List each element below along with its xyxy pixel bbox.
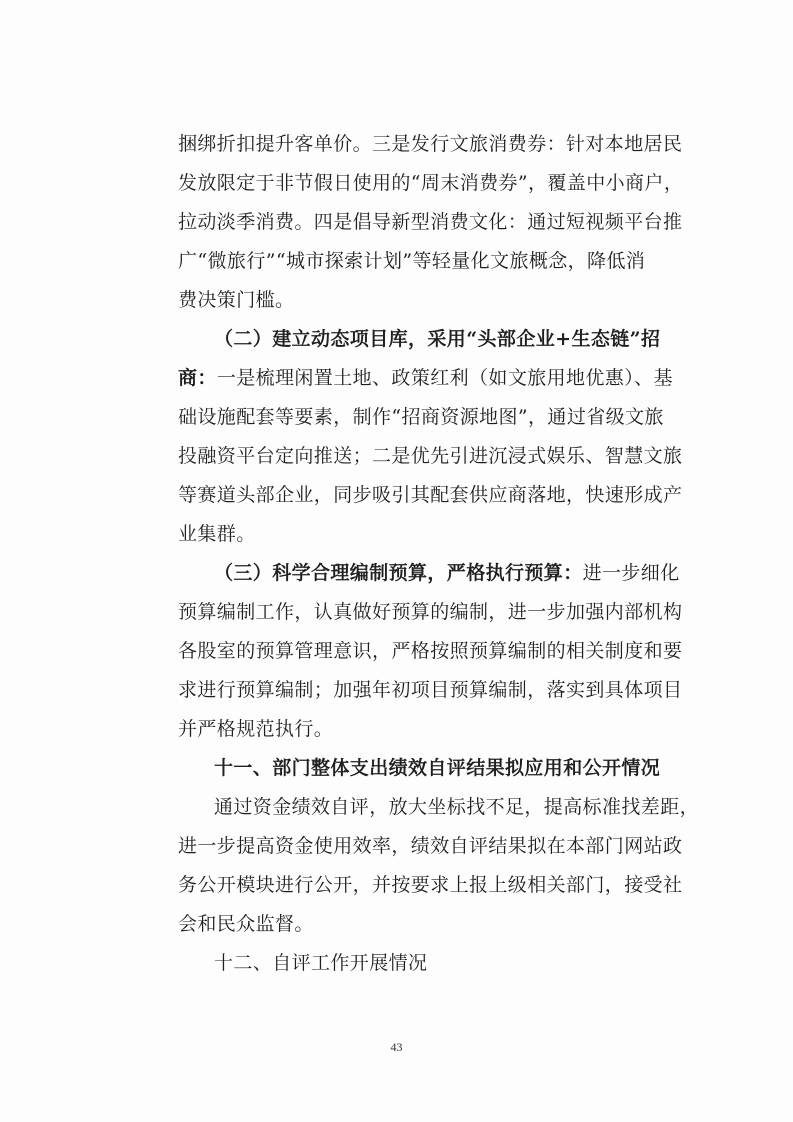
body-text-span: 进一步细化 [582, 562, 680, 584]
body-text-line: 等赛道头部企业，同步吸引其配套供应商落地，快速形成产 [178, 484, 683, 506]
body-text-line [178, 366, 673, 390]
body-text-line: 拉动淡季消费。四是倡导新型消费文化：通过短视频平台推 [178, 211, 683, 233]
body-text-line: 广“微旅行”“城市探索计划”等轻量化文旅概念，降低消 [178, 250, 646, 272]
body-text-line: 业集群。 [178, 523, 256, 545]
body-text-line: 捆绑折扣提升客单价。三是发行文旅消费券：针对本地居民 [178, 133, 683, 155]
section-heading-continuation: 商： [178, 367, 217, 389]
body-text-line: 求进行预算编制；加强年初项目预算编制，落实到具体项目 [178, 679, 683, 701]
body-text-line [214, 561, 680, 585]
body-text-line: 通过资金绩效自评，放大坐标找不足，提高标准找差距， [214, 796, 700, 818]
body-text-line: 础设施配套等要素，制作“招商资源地图”，通过省级文旅 [178, 406, 664, 428]
section-title: 十二、自评工作开展情况 [214, 952, 428, 974]
body-text-line: 并严格规范执行。 [178, 718, 334, 740]
body-text-line: 预算编制工作，认真做好预算的编制，进一步加强内部机构 [178, 601, 683, 623]
section-heading: （二）建立动态项目库，采用“头部企业+生态链”招 [214, 328, 661, 350]
body-text-line: 投融资平台定向推送；二是优先引进沉浸式娱乐、智慧文旅 [178, 445, 683, 467]
section-title: 十一、部门整体支出绩效自评结果拟应用和公开情况 [214, 757, 661, 779]
body-text-line: 发放限定于非节假日使用的“周末消费券”，覆盖中小商户， [178, 172, 684, 194]
page-number: 43 [390, 1040, 403, 1054]
body-text-line: 会和民众监督。 [178, 913, 314, 935]
body-text-span: 一是梳理闲置土地、政策红利（如文旅用地优惠）、基 [216, 367, 673, 389]
body-text-line: 费决策门槛。 [178, 289, 295, 311]
body-text-line: 务公开模块进行公开，并按要求上报上级相关部门，接受社 [178, 874, 683, 896]
body-text-line: 进一步提高资金使用效率，绩效自评结果拟在本部门网站政 [178, 835, 683, 857]
section-heading: （三）科学合理编制预算，严格执行预算： [214, 562, 583, 584]
body-text-line: 各股室的预算管理意识，严格按照预算编制的相关制度和要 [178, 640, 683, 662]
